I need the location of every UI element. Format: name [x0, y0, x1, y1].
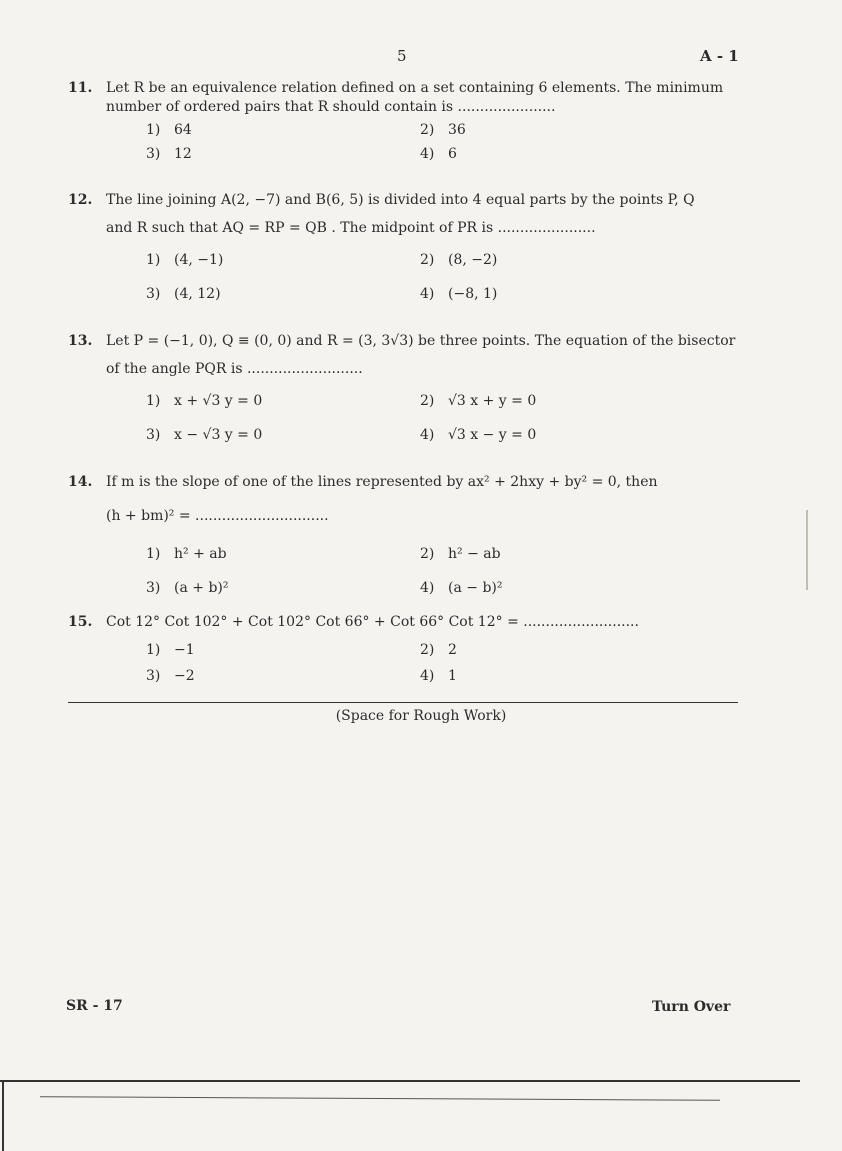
question-text-line2: number of ordered pairs that R should contain is ......................	[106, 99, 556, 115]
option-3: 3) (4, 12)	[146, 286, 221, 302]
question-13	[68, 327, 738, 451]
option-2: 2) h² − ab	[420, 546, 501, 562]
option-3: 3) 12	[146, 146, 192, 162]
section-divider	[68, 702, 738, 703]
option-4: 4) (a − b)²	[420, 580, 503, 596]
question-number: 14.	[68, 474, 93, 490]
options	[146, 387, 738, 451]
question-14	[68, 465, 738, 601]
rough-work-label: (Space for Rough Work)	[335, 708, 507, 724]
option-2: 2) (8, −2)	[420, 252, 498, 268]
question-text: Cot 12° Cot 102° + Cot 102° Cot 66° + Cot 66° Cot 12° = ..........................	[106, 614, 639, 630]
option-1: 1) (4, −1)	[146, 252, 224, 268]
option-1: 1) 64	[146, 122, 192, 138]
scan-edge-left	[2, 1080, 4, 1151]
options	[146, 246, 738, 310]
paper-code: A - 1	[700, 47, 739, 65]
question-number: 13.	[68, 333, 93, 349]
series-code: SR - 17	[66, 998, 123, 1014]
option-2: 2) 2	[420, 642, 457, 658]
question-11	[68, 79, 738, 165]
question-text: Let R be an equivalence relation defined on a set containing 6 elements. The minimum	[106, 80, 724, 96]
option-1: 1) x + √3 y = 0	[146, 393, 263, 409]
question-text-line2: and R such that AQ = RP = QB . The midpoint of PR is ......................	[106, 220, 596, 236]
question-text-line2: of the angle PQR is ..........................	[106, 361, 363, 377]
question-text: Let P = (−1, 0), Q ≡ (0, 0) and R = (3, 3√3) be three points. The equation of the bisector	[106, 333, 736, 349]
question-number: 12.	[68, 192, 93, 208]
scan-edge-line-lower	[40, 1096, 720, 1101]
option-2: 2) √3 x + y = 0	[420, 393, 537, 409]
option-4: 4) 6	[420, 146, 457, 162]
page-number: 5	[397, 47, 407, 65]
question-12	[68, 186, 738, 310]
option-3: 3) x − √3 y = 0	[146, 427, 263, 443]
option-4: 4) √3 x − y = 0	[420, 427, 537, 443]
options	[146, 640, 738, 690]
options	[146, 121, 738, 165]
scan-edge-line	[0, 1080, 800, 1082]
option-4: 4) 1	[420, 668, 457, 684]
options	[146, 537, 738, 601]
question-text: The line joining A(2, −7) and B(6, 5) is divided into 4 equal parts by the points P, Q	[106, 192, 695, 208]
question-number: 15.	[68, 614, 93, 630]
question-text-line2: (h + bm)² = ..............................	[106, 508, 329, 524]
question-15	[68, 612, 738, 690]
option-3: 3) −2	[146, 668, 195, 684]
question-number: 11.	[68, 80, 93, 96]
option-2: 2) 36	[420, 122, 466, 138]
option-1: 1) h² + ab	[146, 546, 227, 562]
option-4: 4) (−8, 1)	[420, 286, 498, 302]
turn-over-label: Turn Over	[652, 999, 731, 1015]
option-3: 3) (a + b)²	[146, 580, 229, 596]
question-text: If m is the slope of one of the lines represented by ax² + 2hxy + by² = 0, then	[106, 474, 658, 490]
margin-mark	[806, 510, 808, 590]
option-1: 1) −1	[146, 642, 195, 658]
